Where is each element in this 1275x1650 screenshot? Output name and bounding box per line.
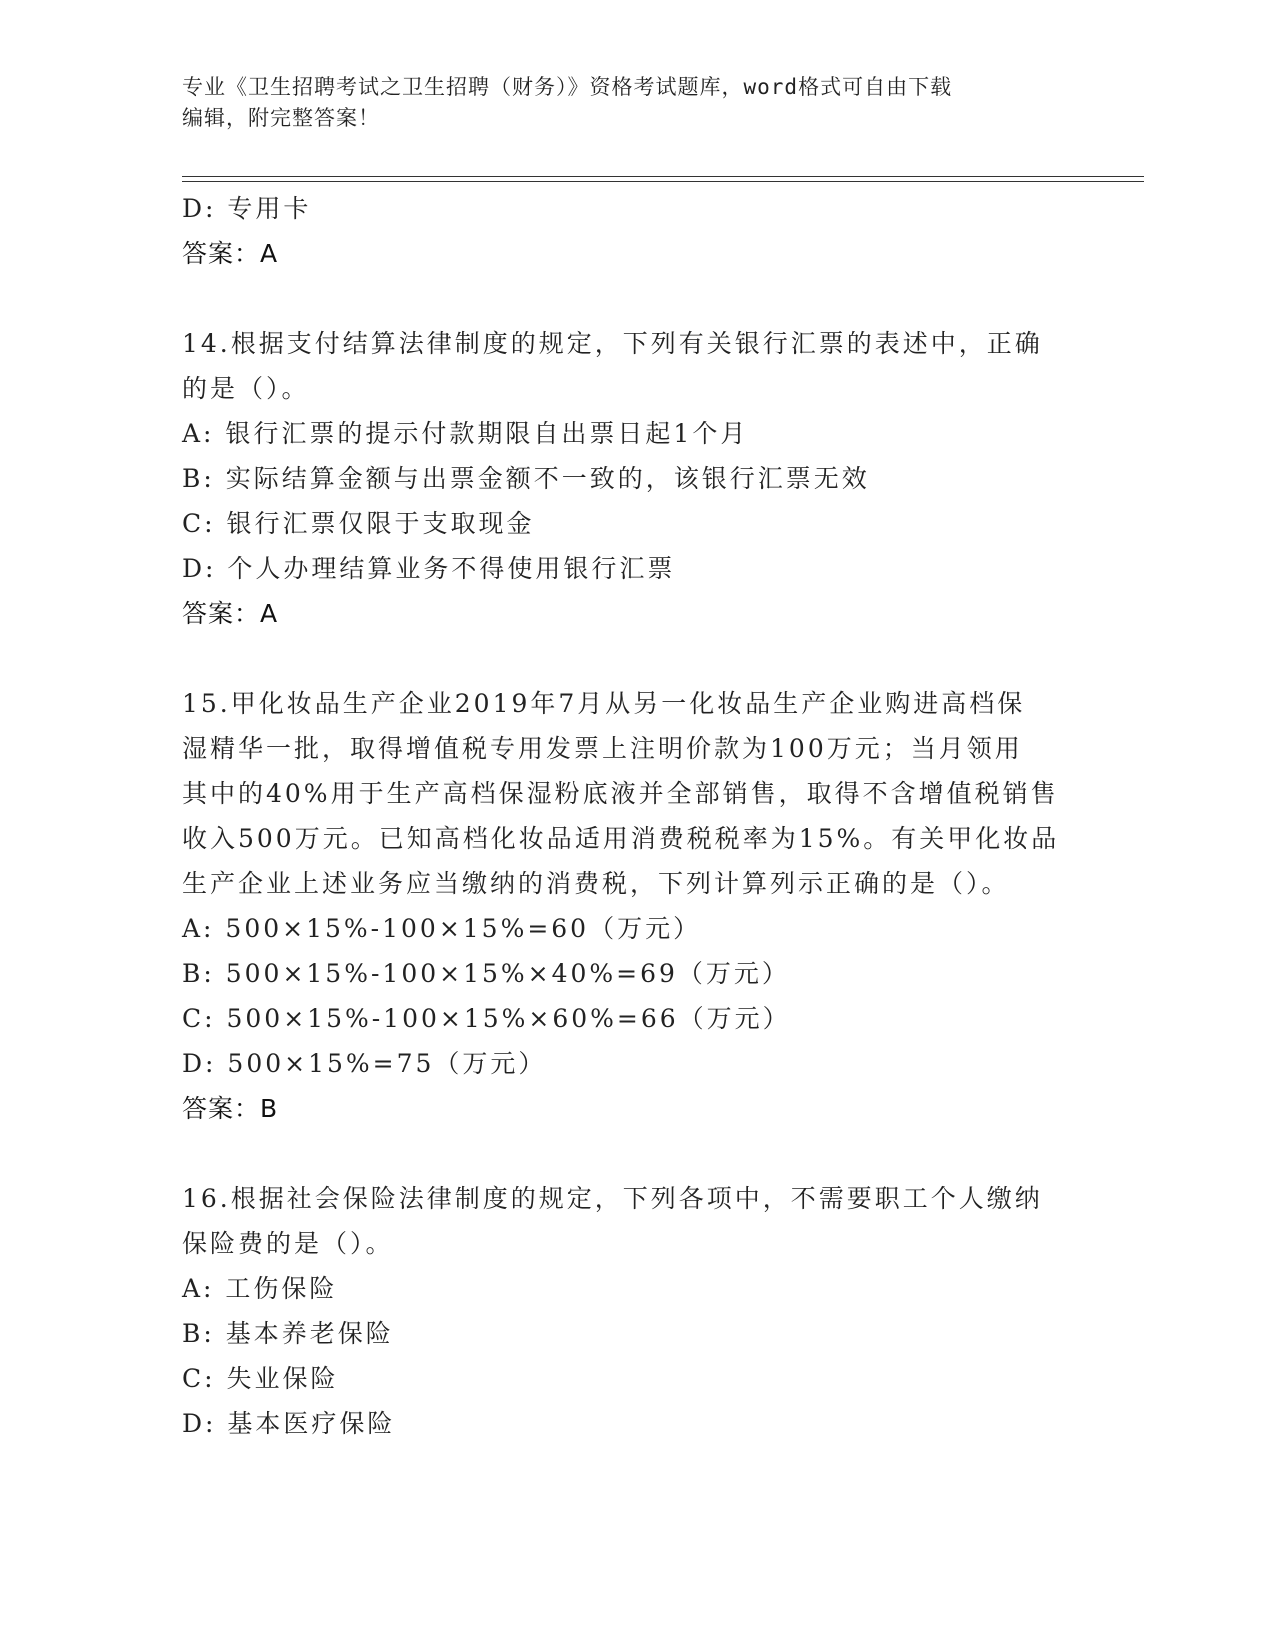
option-d: D: 基本医疗保险 xyxy=(182,1409,396,1438)
option-a: A: 银行汇票的提示付款期限自出票日起1个月 xyxy=(182,419,749,448)
answer: 答案：B xyxy=(182,1094,279,1123)
question-stem-line: 收入500万元。已知高档化妆品适用消费税税率为15%。有关甲化妆品 xyxy=(182,824,1060,853)
spacer xyxy=(182,276,1062,321)
question-stem-line: 生产企业上述业务应当缴纳的消费税，下列计算列示正确的是（）。 xyxy=(182,869,1010,898)
option-c: C: 失业保险 xyxy=(182,1364,339,1393)
header-divider-top xyxy=(182,176,1144,177)
question-stem-line: 湿精华一批，取得增值税专用发票上注明价款为100万元；当月领用 xyxy=(182,734,1023,763)
question-stem-line: 15.甲化妆品生产企业2019年7月从另一化妆品生产企业购进高档保 xyxy=(182,689,1026,718)
option-a: A: 500×15%-100×15%=60（万元） xyxy=(182,914,702,943)
question-stem-line: 16.根据社会保险法律制度的规定，下列各项中，不需要职工个人缴纳 xyxy=(182,1184,1043,1213)
option-d: D: 500×15%=75（万元） xyxy=(182,1049,547,1078)
answer: 答案：A xyxy=(182,599,279,628)
option-b: B: 基本养老保险 xyxy=(182,1319,394,1348)
option-c: C: 500×15%-100×15%×60%=66（万元） xyxy=(182,1004,791,1033)
spacer xyxy=(182,1131,1062,1176)
prev-option-d: D: 专用卡 xyxy=(182,194,312,223)
option-a: A: 工伤保险 xyxy=(182,1274,338,1303)
question-stem-line: 其中的40%用于生产高档保湿粉底液并全部销售，取得不含增值税销售 xyxy=(182,779,1059,808)
prev-answer: 答案：A xyxy=(182,239,279,268)
question-15 xyxy=(182,681,1062,1131)
header-line-1: 专业《卫生招聘考试之卫生招聘（财务）》资格考试题库，word格式可自由下载 xyxy=(182,75,953,99)
question-14 xyxy=(182,321,1062,636)
header-line-2: 编辑，附完整答案！ xyxy=(182,106,380,130)
option-c: C: 银行汇票仅限于支取现金 xyxy=(182,509,535,538)
question-stem-line: 的是（）。 xyxy=(182,374,310,403)
question-stem-line: 14.根据支付结算法律制度的规定，下列有关银行汇票的表述中，正确 xyxy=(182,329,1043,358)
question-stem-line: 保险费的是（）。 xyxy=(182,1229,394,1258)
page-header xyxy=(182,72,1042,134)
header-divider-bottom xyxy=(182,181,1144,182)
option-b: B: 500×15%-100×15%×40%=69（万元） xyxy=(182,959,790,988)
option-d: D: 个人办理结算业务不得使用银行汇票 xyxy=(182,554,676,583)
spacer xyxy=(182,636,1062,681)
question-16 xyxy=(182,1176,1062,1446)
question-list xyxy=(182,186,1062,1446)
option-b: B: 实际结算金额与出票金额不一致的，该银行汇票无效 xyxy=(182,464,870,493)
